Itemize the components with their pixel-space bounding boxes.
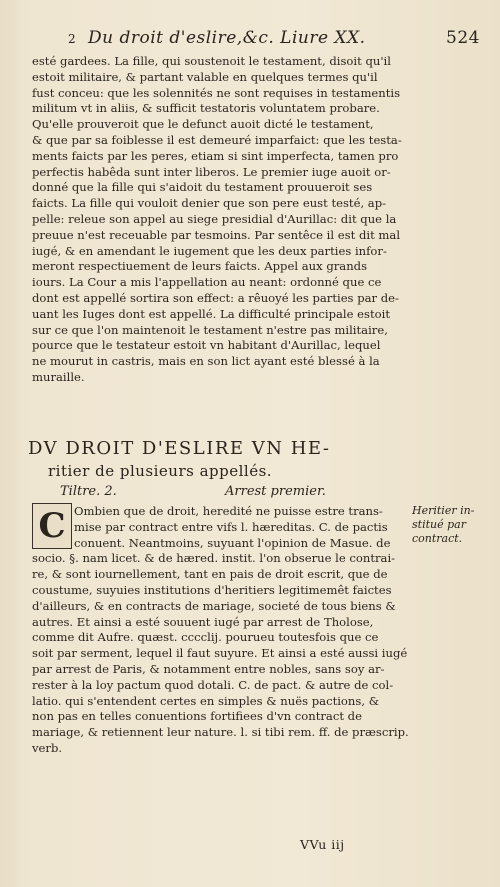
text-line: par arrest de Paris, & notamment entre nobles, sans soy ar- (32, 661, 385, 676)
running-title: Du droit d'eslire,&c. Liure XX. (88, 28, 366, 48)
text-line: estoit militaire, & partant valable en quelques termes qu'il (32, 69, 378, 84)
text-line: uant les Iuges dont est appellé. La difficulté principale estoit (32, 306, 390, 321)
text-line: soit par serment, lequel il faut suyure. Et ainsi a esté aussi iugé (32, 646, 408, 661)
text-line: Qu'elle prouveroit que le defunct auoit dicté le testament, (32, 117, 374, 132)
text-line: perfectis habêda sunt inter liberos. Le premier iuge auoit or- (32, 164, 391, 179)
text-line: d'ailleurs, & en contracts de mariage, societé de tous biens & (32, 598, 396, 613)
text-line: latio. qui s'entendent certes en simples & nuës pactions, & (32, 693, 380, 708)
text-line: fust conceu: que les solennités ne sont requises in testamentis (32, 85, 401, 100)
text-line: verb. (32, 740, 63, 755)
section-title-line2: ritier de plusieurs appellés. (48, 462, 273, 480)
text-line: re, & sont iournellement, tant en pais de droit escrit, que de (32, 567, 388, 582)
text-line: faicts. La fille qui vouloit denier que son pere eust testé, ap- (32, 196, 387, 211)
folio-number: 524 (446, 28, 480, 48)
text-line: rester à la loy pactum quod dotali. C. de pact. & autre de col- (32, 677, 394, 692)
text-line: ne mourut in castris, mais en son lict ayant esté blessé à la (32, 354, 380, 369)
text-line: coustume, suyuies institutions d'heritiers legitimemêt faictes (32, 582, 392, 597)
text-line: pource que le testateur estoit vn habitant d'Aurillac, lequel (32, 338, 381, 353)
text-line: non pas en telles conuentions fortifiees d'vn contract de (32, 709, 362, 724)
text-line: iugé, & en amendant le iugement que les deux parties infor- (32, 243, 387, 258)
header-left-number: 2 (68, 32, 77, 46)
text-line: meront respectiuement de leurs faicts. Appel aux grands (32, 259, 368, 274)
text-line: pelle: releue son appel au siege presidial d'Aurillac: dit que la (32, 211, 397, 226)
text-line: autres. Et ainsi a esté souuent iugé par arrest de Tholose, (32, 614, 374, 629)
titre-label: Tiltre. 2. (60, 484, 117, 499)
margin-note-line: stitué par (412, 518, 466, 531)
text-line: ments faicts par les peres, etiam si sint imperfecta, tamen pro (32, 148, 399, 163)
text-line: Ombien que de droit, heredité ne puisse estre trans- (74, 504, 383, 518)
text-line: militum vt in aliis, & sufficit testatoris voluntatem probare. (32, 101, 380, 116)
text-line: mariage, & retiennent leur nature. l. si tibi rem. ff. de præscrip. (32, 725, 409, 740)
section-title (28, 438, 428, 482)
text-line: preuue n'est receuable par tesmoins. Par sentêce il est dit mal (32, 227, 401, 242)
text-line: iours. La Cour a mis l'appellation au neant: ordonné que ce (32, 275, 382, 290)
text-line: dont est appellé sortira son effect: a rêuoyé les parties par de- (32, 290, 399, 305)
running-header (40, 28, 480, 52)
section-title-line1: DV DROIT D'ESLIRE VN HE- (28, 438, 331, 459)
text-line: muraille. (32, 369, 85, 384)
text-line: donné que la fille qui s'aidoit du testament prouueroit ses (32, 180, 373, 195)
margin-note-line: contract. (412, 532, 463, 545)
text-block-bottom (32, 504, 417, 757)
text-line: comme dit Aufre. quæst. cccclij. pourueu toutesfois que ce (32, 630, 379, 645)
text-line: sur ce que l'on maintenoit le testament n'estre pas militaire, (32, 322, 388, 337)
arrest-label: Arrest premier. (225, 484, 326, 499)
text-line: mise par contract entre vifs l. hæreditas. C. de pactis (74, 519, 388, 534)
text-line: conuent. Neantmoins, suyuant l'opinion de Masue. de (74, 535, 391, 550)
text-line: esté gardees. La fille, qui soustenoit le testament, disoit qu'il (32, 54, 391, 68)
text-block-top (32, 54, 422, 386)
margin-note-line: Heritier in- (412, 504, 475, 517)
margin-note (412, 504, 492, 546)
signature-mark: VVu iij (300, 837, 345, 852)
text-line: socio. §. nam licet. & de hæred. instit. l'on obserue le contrai- (32, 551, 396, 566)
drop-cap-initial: C (32, 503, 72, 549)
section-subhead (60, 484, 420, 499)
text-line: & que par sa foiblesse il est demeuré imparfaict: que les testa- (32, 132, 402, 147)
